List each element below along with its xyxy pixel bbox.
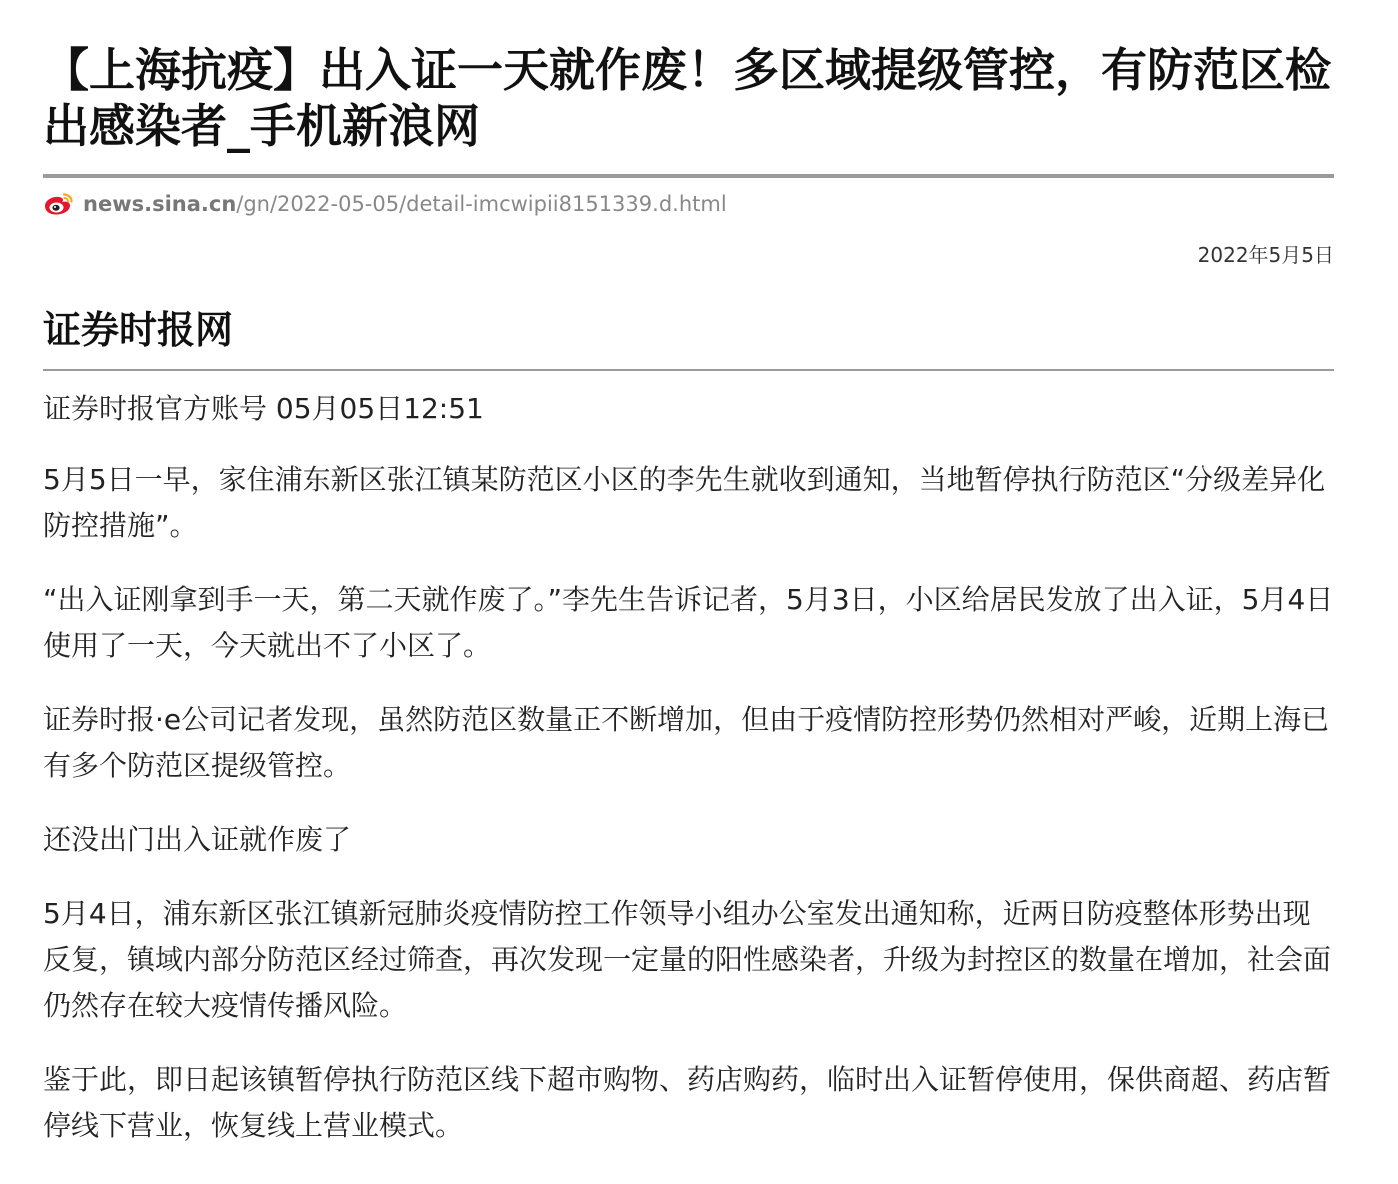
- source-path[interactable]: /gn/2022-05-05/detail-imcwipii8151339.d.html: [236, 192, 727, 216]
- byline: 证券时报官方账号 05月05日12:51: [43, 392, 484, 425]
- article-date: 2022年5月5日: [1197, 243, 1334, 267]
- source-domain[interactable]: news.sina.cn: [83, 192, 237, 216]
- sina-weibo-eye-icon: [43, 192, 73, 216]
- paragraph-3: 证券时报·e公司记者发现，虽然防范区数量正不断增加，但由于疫情防控形势仍然相对严峻，近期上海已有多个防范区提级管控。: [43, 703, 1330, 782]
- paragraph-2: “出入证刚拿到手一天，第二天就作废了。”李先生告诉记者，5月3日，小区给居民发放了出入证，5月4日使用了一天，今天就出不了小区了。: [43, 583, 1334, 662]
- source-url-row[interactable]: [43, 189, 1334, 219]
- paragraph-4: 5月4日，浦东新区张江镇新冠肺炎疫情防控工作领导小组办公室发出通知称，近两日防疫整体形势出现反复，镇域内部分防范区经过筛查，再次发现一定量的阳性感染者，升级为封控区的数量在增加，社会面仍然存在较大疫情传播风险。: [43, 897, 1332, 1022]
- article-title: 【上海抗疫】出入证一天就作废！多区域提级管控，有防范区检出感染者_手机新浪网: [43, 43, 1331, 153]
- outlet-name: 证券时报网: [43, 308, 234, 352]
- outlet-divider: [43, 369, 1334, 371]
- paragraph-1: 5月5日一早，家住浦东新区张江镇某防范区小区的李先生就收到通知，当地暂停执行防范区“分级差异化防控措施”。: [43, 463, 1326, 542]
- paragraph-5: 鉴于此，即日起该镇暂停执行防范区线下超市购物、药店购药，临时出入证暂停使用，保供商超、药店暂停线下营业，恢复线上营业模式。: [43, 1063, 1332, 1142]
- title-divider: [43, 174, 1334, 178]
- section-subheading: 还没出门出入证就作废了: [43, 823, 352, 856]
